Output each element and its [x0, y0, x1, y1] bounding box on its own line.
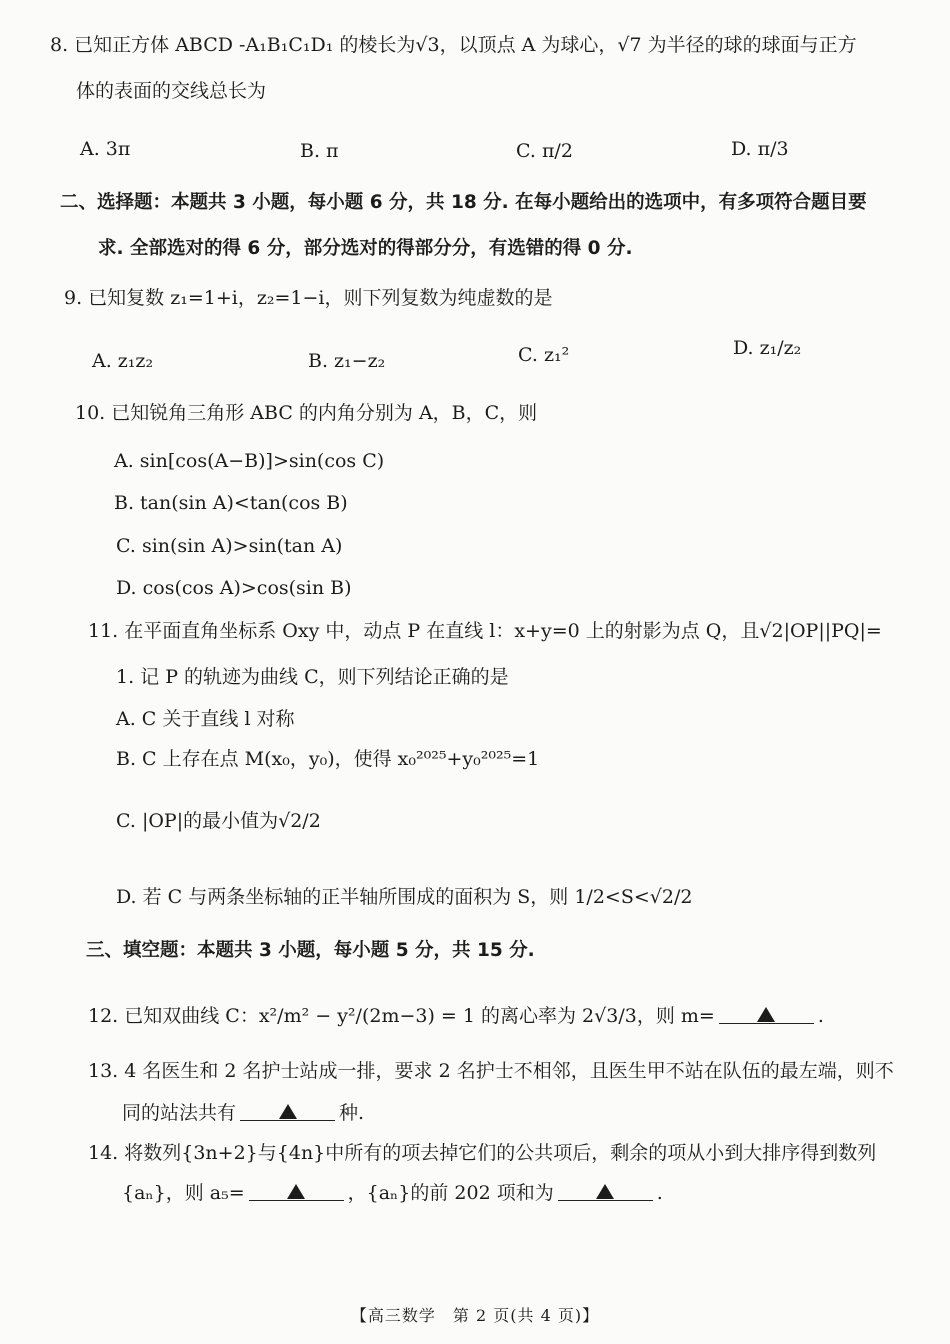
q11-stem-line1: 11. 在平面直角坐标系 Oxy 中，动点 P 在直线 l：x+y=0 上的射影为点 Q，且√2|OP||PQ|=	[88, 620, 882, 642]
q13-end: 种.	[339, 1102, 365, 1124]
q14-end: .	[656, 1182, 663, 1204]
section2-heading-line2: 求. 全部选对的得 6 分，部分选对的得部分分，有选错的得 0 分.	[98, 238, 633, 259]
q8-option-b: B. π	[300, 140, 339, 162]
q11-option-c: C. |OP|的最小值为√2/2	[116, 810, 321, 832]
triangle-icon	[596, 1184, 614, 1199]
triangle-icon	[757, 1007, 775, 1022]
q14-stem-line2	[122, 1182, 663, 1205]
triangle-icon	[279, 1104, 297, 1119]
q11-option-a: A. C 关于直线 l 对称	[116, 708, 295, 730]
q10-option-d: D. cos(cos A)>cos(sin B)	[116, 577, 352, 599]
q11-stem-line2: 1. 记 P 的轨迹为曲线 C，则下列结论正确的是	[116, 666, 509, 688]
q14-text-a5: {aₙ}，则 a₅=	[122, 1182, 245, 1204]
q9-stem: 9. 已知复数 z₁=1+i，z₂=1−i，则下列复数为纯虚数的是	[64, 287, 553, 309]
q10-option-c: C. sin(sin A)>sin(tan A)	[116, 535, 343, 557]
q10-option-b: B. tan(sin A)<tan(cos B)	[114, 492, 348, 514]
q10-stem: 10. 已知锐角三角形 ABC 的内角分别为 A，B，C，则	[75, 402, 538, 424]
q8-stem-line2: 体的表面的交线总长为	[76, 80, 267, 102]
q8-option-a: A. 3π	[80, 138, 131, 160]
q12-end: .	[817, 1005, 824, 1027]
q10-option-a: A. sin[cos(A−B)]>sin(cos C)	[114, 450, 385, 472]
q9-option-b: B. z₁−z₂	[308, 350, 386, 372]
q14-stem-line1: 14. 将数列{3n+2}与{4n}中所有的项去掉它们的公共项后，剩余的项从小到大排序得到数列	[88, 1142, 877, 1164]
q11-option-b: B. C 上存在点 M(x₀，y₀)，使得 x₀²⁰²⁵+y₀²⁰²⁵=1	[116, 748, 540, 770]
q13-stem-line1: 13. 4 名医生和 2 名护士站成一排，要求 2 名护士不相邻，且医生甲不站在队伍的最左端，则不	[88, 1060, 894, 1082]
q13-stem-line2	[122, 1102, 364, 1125]
q9-option-c: C. z₁²	[518, 344, 570, 366]
q9-option-d: D. z₁/z₂	[733, 337, 802, 359]
q12-answer-blank[interactable]	[719, 1005, 814, 1024]
q11-option-d: D. 若 C 与两条坐标轴的正半轴所围成的面积为 S，则 1/2<S<√2/2	[116, 886, 693, 908]
q13-text: 同的站法共有	[122, 1102, 237, 1124]
section2-heading-line1: 二、选择题：本题共 3 小题，每小题 6 分，共 18 分. 在每小题给出的选项中，有多项符合题目要	[60, 192, 867, 213]
q9-option-a: A. z₁z₂	[92, 350, 154, 372]
q12-text: 12. 已知双曲线 C：x²/m² − y²/(2m−3) = 1 的离心率为 2√3/3，则 m=	[88, 1005, 715, 1027]
triangle-icon	[287, 1184, 305, 1199]
section3-heading: 三、填空题：本题共 3 小题，每小题 5 分，共 15 分.	[86, 940, 535, 961]
q14-answer-blank-1[interactable]	[249, 1182, 344, 1201]
q8-option-c: C. π/2	[516, 140, 573, 162]
q13-answer-blank[interactable]	[240, 1102, 335, 1121]
page-footer: 【高三数学 第 2 页(共 4 页)】	[350, 1306, 600, 1325]
q14-text-sum: ，{aₙ}的前 202 项和为	[347, 1182, 554, 1204]
q8-option-d: D. π/3	[731, 138, 789, 160]
q8-stem-line1: 8. 已知正方体 ABCD -A₁B₁C₁D₁ 的棱长为√3，以顶点 A 为球心，√7 为半径的球的球面与正方	[50, 34, 857, 56]
q14-answer-blank-2[interactable]	[558, 1182, 653, 1201]
q12-stem	[88, 1005, 824, 1028]
